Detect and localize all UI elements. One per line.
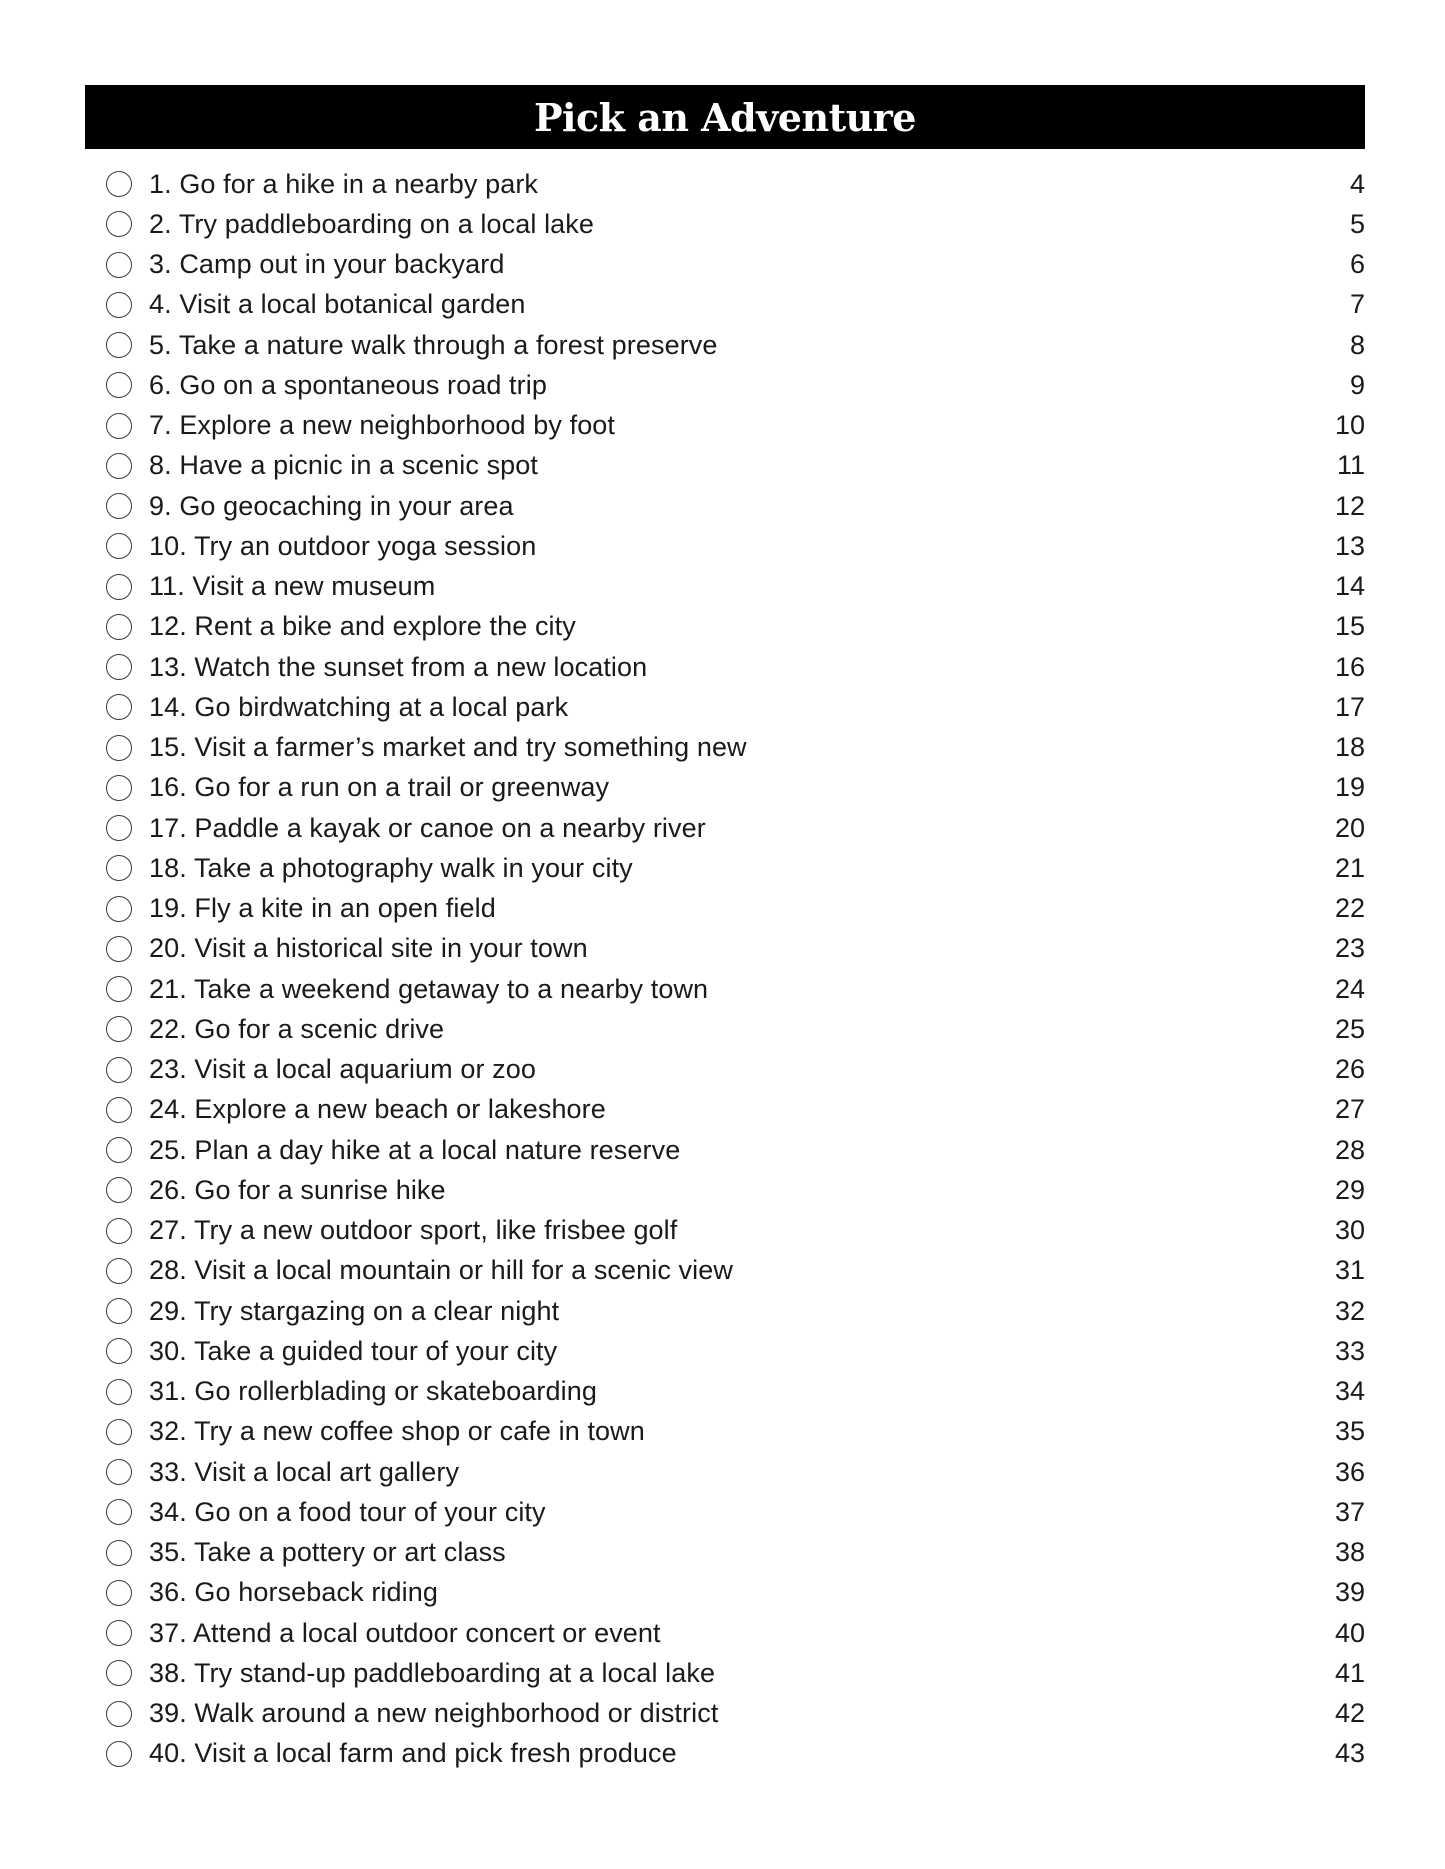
radio-circle-checkbox[interactable] — [106, 1459, 132, 1485]
item-label: 5. Take a nature walk through a forest preserve — [149, 329, 718, 360]
item-label: 37. Attend a local outdoor concert or event — [149, 1617, 661, 1648]
list-item[interactable] — [106, 486, 1365, 526]
item-label: 36. Go horseback riding — [149, 1577, 438, 1608]
page-number: 7 — [1349, 289, 1365, 320]
page-number: 30 — [1334, 1215, 1365, 1246]
item-label: 30. Take a guided tour of your city — [149, 1335, 558, 1366]
item-label: 7. Explore a new neighborhood by foot — [149, 410, 616, 441]
radio-circle-checkbox[interactable] — [106, 1701, 132, 1727]
page-number: 18 — [1334, 732, 1365, 763]
list-item[interactable] — [106, 285, 1365, 325]
page-number: 19 — [1334, 772, 1365, 803]
radio-circle-checkbox[interactable] — [106, 1218, 132, 1244]
list-item[interactable] — [106, 1130, 1365, 1170]
page-number: 27 — [1334, 1094, 1365, 1125]
radio-circle-checkbox[interactable] — [106, 1620, 132, 1646]
page-title: Pick an Adventure — [533, 94, 916, 140]
page-number: 20 — [1334, 812, 1365, 843]
list-item[interactable] — [106, 245, 1365, 285]
page-number: 11 — [1336, 450, 1365, 481]
list-item[interactable] — [106, 1613, 1365, 1653]
radio-circle-checkbox[interactable] — [106, 211, 132, 237]
item-label: 22. Go for a scenic drive — [149, 1013, 445, 1044]
item-label: 35. Take a pottery or art class — [149, 1537, 506, 1568]
item-label: 29. Try stargazing on a clear night — [149, 1295, 560, 1326]
list-item[interactable] — [106, 446, 1365, 486]
radio-circle-checkbox[interactable] — [106, 453, 132, 479]
page-number: 12 — [1334, 490, 1365, 521]
item-label: 3. Camp out in your backyard — [149, 249, 505, 280]
item-label: 13. Watch the sunset from a new location — [149, 651, 648, 682]
page-number: 29 — [1334, 1174, 1365, 1205]
item-label: 14. Go birdwatching at a local park — [149, 691, 569, 722]
page-number: 4 — [1349, 168, 1365, 199]
radio-circle-checkbox[interactable] — [106, 1298, 132, 1324]
page-number: 43 — [1334, 1738, 1365, 1769]
radio-circle-checkbox[interactable] — [106, 896, 132, 922]
radio-circle-checkbox[interactable] — [106, 1580, 132, 1606]
page-number: 40 — [1334, 1617, 1365, 1648]
page-number: 25 — [1334, 1013, 1365, 1044]
page-number: 33 — [1334, 1335, 1365, 1366]
radio-circle-checkbox[interactable] — [106, 252, 132, 278]
radio-circle-checkbox[interactable] — [106, 574, 132, 600]
page-number: 41 — [1334, 1657, 1365, 1688]
item-label: 9. Go geocaching in your area — [149, 490, 514, 521]
item-label: 21. Take a weekend getaway to a nearby town — [149, 973, 709, 1004]
list-item[interactable] — [106, 768, 1365, 808]
page-number: 31 — [1334, 1255, 1365, 1286]
item-label: 19. Fly a kite in an open field — [149, 893, 496, 924]
list-item[interactable] — [106, 1452, 1365, 1492]
radio-circle-checkbox[interactable] — [106, 815, 132, 841]
item-label: 38. Try stand-up paddleboarding at a local lake — [149, 1657, 716, 1688]
page-number: 17 — [1334, 691, 1365, 722]
radio-circle-checkbox[interactable] — [106, 171, 132, 197]
radio-circle-checkbox[interactable] — [106, 1660, 132, 1686]
list-item[interactable] — [106, 1533, 1365, 1573]
list-item[interactable] — [106, 1734, 1365, 1774]
list-item[interactable] — [106, 929, 1365, 969]
page-number: 39 — [1334, 1577, 1365, 1608]
list-item[interactable] — [106, 1573, 1365, 1613]
radio-circle-checkbox[interactable] — [106, 855, 132, 881]
radio-circle-checkbox[interactable] — [106, 1057, 132, 1083]
radio-circle-checkbox[interactable] — [106, 1177, 132, 1203]
page-number: 34 — [1334, 1376, 1365, 1407]
item-label: 24. Explore a new beach or lakeshore — [149, 1094, 606, 1125]
page-number: 5 — [1349, 208, 1365, 239]
list-item[interactable] — [106, 1653, 1365, 1693]
radio-circle-checkbox[interactable] — [106, 332, 132, 358]
item-label: 26. Go for a sunrise hike — [149, 1174, 446, 1205]
item-label: 15. Visit a farmer’s market and try something new — [149, 732, 747, 763]
list-item[interactable] — [106, 1412, 1365, 1452]
radio-circle-checkbox[interactable] — [106, 1097, 132, 1123]
list-item[interactable] — [106, 848, 1365, 888]
item-label: 27. Try a new outdoor sport, like frisbee golf — [149, 1215, 678, 1246]
radio-circle-checkbox[interactable] — [106, 936, 132, 962]
page-number: 14 — [1334, 571, 1365, 602]
item-label: 2. Try paddleboarding on a local lake — [149, 208, 594, 239]
item-label: 31. Go rollerblading or skateboarding — [149, 1376, 597, 1407]
list-item[interactable] — [106, 1090, 1365, 1130]
radio-circle-checkbox[interactable] — [106, 1540, 132, 1566]
item-label: 1. Go for a hike in a nearby park — [149, 168, 539, 199]
item-label: 34. Go on a food tour of your city — [149, 1496, 546, 1527]
list-item[interactable] — [106, 1170, 1365, 1210]
radio-circle-checkbox[interactable] — [106, 694, 132, 720]
list-item[interactable] — [106, 567, 1365, 607]
list-item[interactable] — [106, 808, 1365, 848]
item-label: 20. Visit a historical site in your town — [149, 933, 588, 964]
radio-circle-checkbox[interactable] — [106, 976, 132, 1002]
page-number: 24 — [1334, 973, 1365, 1004]
page-number: 9 — [1349, 369, 1365, 400]
page-number: 15 — [1334, 611, 1365, 642]
list-item[interactable] — [106, 687, 1365, 727]
page-number: 21 — [1334, 852, 1365, 883]
adventure-list — [106, 164, 1365, 1774]
item-label: 17. Paddle a kayak or canoe on a nearby river — [149, 812, 706, 843]
page-number: 22 — [1334, 893, 1365, 924]
list-item[interactable] — [106, 969, 1365, 1009]
radio-circle-checkbox[interactable] — [106, 1741, 132, 1767]
page-number: 8 — [1349, 329, 1365, 360]
page-number: 38 — [1334, 1537, 1365, 1568]
list-item[interactable] — [106, 406, 1365, 446]
page-number: 10 — [1334, 410, 1365, 441]
radio-circle-checkbox[interactable] — [106, 775, 132, 801]
radio-circle-checkbox[interactable] — [106, 614, 132, 640]
item-label: 39. Walk around a new neighborhood or district — [149, 1698, 719, 1729]
list-item[interactable] — [106, 647, 1365, 687]
radio-circle-checkbox[interactable] — [106, 372, 132, 398]
radio-circle-checkbox[interactable] — [106, 654, 132, 680]
radio-circle-checkbox[interactable] — [106, 1137, 132, 1163]
item-label: 8. Have a picnic in a scenic spot — [149, 450, 538, 481]
list-item[interactable] — [106, 365, 1365, 405]
page-number: 35 — [1334, 1416, 1365, 1447]
item-label: 10. Try an outdoor yoga session — [149, 530, 537, 561]
page-number: 13 — [1334, 530, 1365, 561]
radio-circle-checkbox[interactable] — [106, 493, 132, 519]
page-number: 37 — [1334, 1496, 1365, 1527]
list-item[interactable] — [106, 164, 1365, 204]
list-item[interactable] — [106, 1492, 1365, 1532]
radio-circle-checkbox[interactable] — [106, 292, 132, 318]
list-item[interactable] — [106, 1009, 1365, 1049]
radio-circle-checkbox[interactable] — [106, 735, 132, 761]
item-label: 40. Visit a local farm and pick fresh produce — [149, 1738, 677, 1769]
radio-circle-checkbox[interactable] — [106, 1258, 132, 1284]
item-label: 18. Take a photography walk in your city — [149, 852, 633, 883]
list-item[interactable] — [106, 1211, 1365, 1251]
list-item[interactable] — [106, 1291, 1365, 1331]
list-item[interactable] — [106, 607, 1365, 647]
list-item[interactable] — [106, 526, 1365, 566]
radio-circle-checkbox[interactable] — [106, 1016, 132, 1042]
page-number: 16 — [1334, 651, 1365, 682]
item-label: 33. Visit a local art gallery — [149, 1456, 460, 1487]
item-label: 11. Visit a new museum — [149, 571, 436, 602]
item-label: 12. Rent a bike and explore the city — [149, 611, 576, 642]
page-number: 32 — [1334, 1295, 1365, 1326]
item-label: 4. Visit a local botanical garden — [149, 289, 526, 320]
page-number: 42 — [1334, 1698, 1365, 1729]
radio-circle-checkbox[interactable] — [106, 533, 132, 559]
list-item[interactable] — [106, 325, 1365, 365]
list-item[interactable] — [106, 1694, 1365, 1734]
page-number: 23 — [1334, 933, 1365, 964]
page-number: 36 — [1334, 1456, 1365, 1487]
item-label: 28. Visit a local mountain or hill for a scenic view — [149, 1255, 733, 1286]
page-number: 6 — [1349, 249, 1365, 280]
list-item[interactable] — [106, 1050, 1365, 1090]
header-bar — [85, 85, 1365, 149]
item-label: 25. Plan a day hike at a local nature reserve — [149, 1134, 681, 1165]
list-item[interactable] — [106, 1331, 1365, 1371]
list-item[interactable] — [106, 204, 1365, 244]
page-number: 28 — [1334, 1134, 1365, 1165]
list-item[interactable] — [106, 728, 1365, 768]
page-number: 26 — [1334, 1054, 1365, 1085]
item-label: 6. Go on a spontaneous road trip — [149, 369, 547, 400]
list-item[interactable] — [106, 1372, 1365, 1412]
item-label: 23. Visit a local aquarium or zoo — [149, 1054, 537, 1085]
radio-circle-checkbox[interactable] — [106, 1419, 132, 1445]
list-item[interactable] — [106, 889, 1365, 929]
radio-circle-checkbox[interactable] — [106, 413, 132, 439]
radio-circle-checkbox[interactable] — [106, 1499, 132, 1525]
list-item[interactable] — [106, 1251, 1365, 1291]
item-label: 32. Try a new coffee shop or cafe in town — [149, 1416, 645, 1447]
radio-circle-checkbox[interactable] — [106, 1338, 132, 1364]
item-label: 16. Go for a run on a trail or greenway — [149, 772, 610, 803]
radio-circle-checkbox[interactable] — [106, 1379, 132, 1405]
